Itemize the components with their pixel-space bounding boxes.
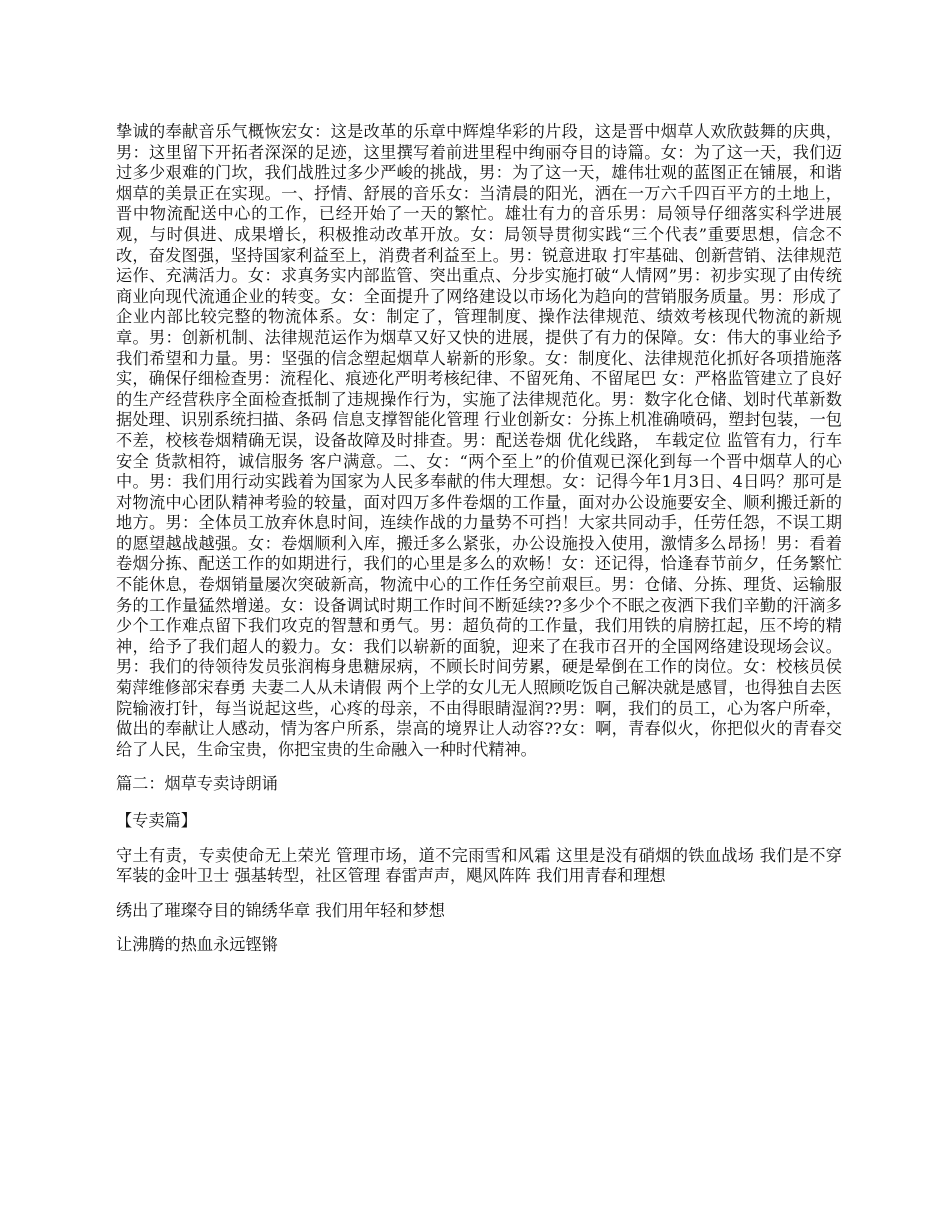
- poem-paragraph: 守土有责，专卖使命无上荣光 管理市场，道不完雨雪和风霜 这里是没有硝烟的铁血战场 我们是不穿军装的金叶卫士 强基转型，社区管理 春雷声声，飓风阵阵 我们用青春和理想: [116, 845, 842, 886]
- main-paragraph: 挚诚的奉献音乐气概恢宏女：这是改革的乐章中辉煌华彩的片段，这是晋中烟草人欢欣鼓舞的庆典，男：这里留下开拓者深深的足迹，这里撰写着前进里程中绚丽夺目的诗篇。女：为了这一天，我们迈过多少艰难的门坎，我们战胜过多少严峻的挑战，男：为了这一天，雄伟壮观的蓝图正在铺展，和谐烟草的美景正在实现。一、抒情、舒展的音乐女：当清晨的阳光，洒在一万六千四百平方的土地上，晋中物流配送中心的工作，已经开始了一天的繁忙。雄壮有力的音乐男：局领导仔细落实科学进展观，与时俱进、成果增长，积极推动改革开放。女：局领导贯彻实践“三个代表”重要思想，信念不改，奋发图强，坚持国家利益至上，消费者利益至上。男：锐意进取 打牢基础、创新营销、法律规范运作、充满活力。女：求真务实内部监管、突出重点、分步实施打破“人情网”男：初步实现了由传统商业向现代流通企业的转变。女：全面提升了网络建设以市场化为趋向的营销服务质量。男：形成了企业内部比较完整的物流体系。女：制定了，管理制度、操作法律规范、绩效考核现代物流的新规章。男：创新机制、法律规范运作为烟草又好又快的进展，提供了有力的保障。女：伟大的事业给予我们希望和力量。男：坚强的信念塑起烟草人崭新的形象。女：制度化、法律规范化抓好各项措施落实，确保仔细检查男：流程化、痕迹化严明考核纪律、不留死角、不留尾巴 女：严格监管建立了良好的生产经营秩序全面检查抵制了违规操作行为，实施了法律规范化。男：数字化仓储、划时代革新数据处理、识别系统扫描、条码 信息支撑智能化管理 行业创新女：分拣上机准确喷码，塑封包装，一包不差，校核卷烟精确无误，设备故障及时排查。男：配送卷烟 优化线路， 车载定位 监管有力，行车安全 货款相符，诚信服务 客户满意。二、女：“两个至上”的价值观已深化到每一个晋中烟草人的心中。男：我们用行动实践着为国家为人民多奉献的伟大理想。女：记得今年1月3日、4日吗？那可是对物流中心团队精神考验的较量，面对四万多件卷烟的工作量，面对办公设施要安全、顺利搬迁新的地方。男：全体员工放弃休息时间，连续作战的力量势不可挡！大家共同动手，任劳任怨，不误工期的愿望越战越强。女：卷烟顺利入库，搬迁多么紧张，办公设施投入使用，激情多么昂扬！男：看着卷烟分拣、配送工作的如期进行，我们的心里是多么的欢畅！女：还记得，恰逢春节前夕，任务繁忙不能休息，卷烟销量屡次突破新高，物流中心的工作任务空前艰巨。男：仓储、分拣、理货、运输服务的工作量猛然增递。女：设备调试时期工作时间不断延续??多少个不眠之夜洒下我们辛勤的汗滴多少个工作难点留下我们攻克的智慧和勇气。男：超负荷的工作量，我们用铁的肩膀扛起，压不垮的精神，给予了我们超人的毅力。女：我们以崭新的面貌，迎来了在我市召开的全国网络建设现场会议。男：我们的待领待发员张润梅身患糖尿病，不顾长时间劳累，硬是晕倒在工作的岗位。女：校核员侯菊萍维修部宋春勇 夫妻二人从未请假 两个上学的女儿无人照顾吃饭自己解决就是感冒，也得独自去医院输液打针，每当说起这些，心疼的母亲，不由得眼睛湿润??男：啊，我们的员工，心为客户所牵，做出的奉献让人感动，情为客户所系，崇高的境界让人动容??女：啊，青春似火，你把似火的青春交给了人民，生命宝贵，你把宝贵的生命融入一种时代精神。: [116, 122, 842, 759]
- section-heading: 篇二：烟草专卖诗朗诵: [116, 774, 278, 794]
- document-page: [116, 122, 842, 956]
- poem-paragraph: 让沸腾的热血永远铿锵: [116, 935, 278, 955]
- poem-paragraph: 绣出了璀璨夺目的锦绣华章 我们用年轻和梦想: [116, 900, 445, 920]
- section-label: 【专卖篇】: [116, 811, 197, 830]
